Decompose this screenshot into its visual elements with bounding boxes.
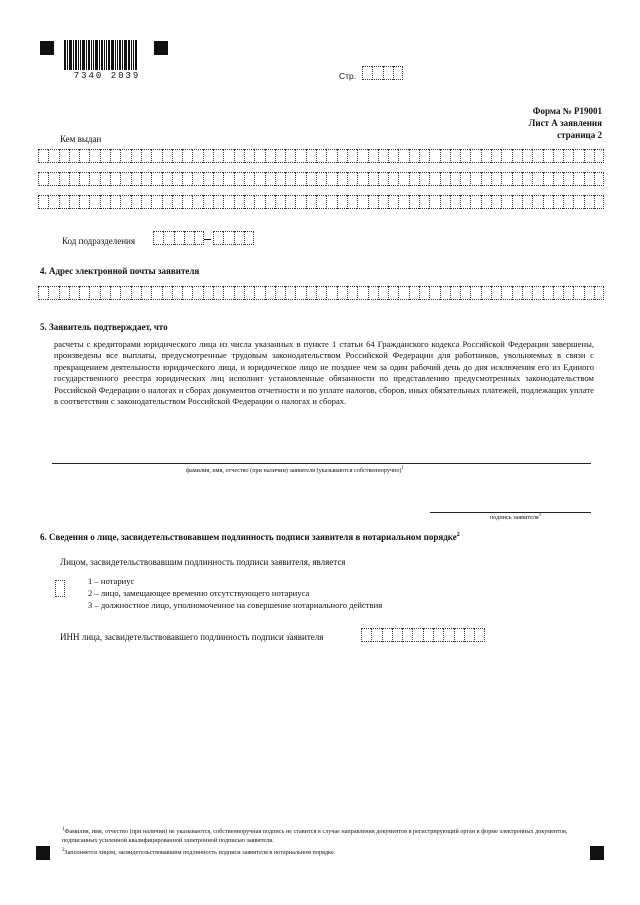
input-cell[interactable] [223, 195, 233, 209]
input-cell[interactable] [59, 149, 69, 163]
input-cell[interactable] [522, 149, 532, 163]
input-cell[interactable] [512, 172, 522, 186]
input-cell[interactable] [79, 149, 89, 163]
input-cell[interactable] [573, 195, 583, 209]
input-cell[interactable] [110, 195, 120, 209]
input-cell[interactable] [337, 195, 347, 209]
input-cell[interactable] [440, 286, 450, 300]
input-cell[interactable] [553, 286, 563, 300]
notary-option-1: 1 – нотариус [88, 576, 135, 586]
input-cell[interactable] [234, 172, 244, 186]
input-cell[interactable] [192, 195, 202, 209]
input-cell[interactable] [295, 149, 305, 163]
input-cell[interactable] [419, 286, 429, 300]
input-cell[interactable] [285, 149, 295, 163]
subdivision-code-part2[interactable] [213, 231, 254, 245]
input-cell[interactable] [474, 628, 484, 642]
notary-option-2: 2 – лицо, замещающее временно отсутствующего нотариуса [88, 588, 310, 598]
footnote-2-marker: 2 [62, 848, 65, 853]
section-4-title: 4. Адрес электронной почты заявителя [40, 266, 200, 276]
section-6-title-text: 6. Сведения о лице, засвидетельствовавшем подлинность подписи заявителя в нотариальном порядке [40, 532, 457, 542]
input-cell[interactable] [285, 286, 295, 300]
input-cell[interactable] [100, 172, 110, 186]
input-cell[interactable] [481, 172, 491, 186]
input-cell[interactable] [162, 195, 172, 209]
sheet-title: Лист А заявления [528, 118, 602, 128]
input-cell[interactable] [131, 149, 141, 163]
input-cell[interactable] [337, 149, 347, 163]
input-cell[interactable] [398, 172, 408, 186]
corner-marker-top-right [154, 41, 168, 55]
input-cell[interactable] [141, 149, 151, 163]
input-cell[interactable] [357, 149, 367, 163]
input-cell[interactable] [192, 149, 202, 163]
fio-caption-text: фамилия, имя, отчество (при наличии) заявителя (указываются собственноручно) [186, 467, 402, 475]
input-cell[interactable] [543, 149, 553, 163]
input-cell[interactable] [38, 286, 48, 300]
input-cell[interactable] [584, 149, 594, 163]
input-cell[interactable] [491, 195, 501, 209]
input-cell[interactable] [275, 195, 285, 209]
input-cell[interactable] [460, 286, 470, 300]
input-cell[interactable] [382, 628, 392, 642]
input-cell[interactable] [295, 172, 305, 186]
input-cell[interactable] [172, 149, 182, 163]
input-cell[interactable] [100, 149, 110, 163]
input-cell[interactable] [388, 149, 398, 163]
email-cells[interactable] [38, 286, 604, 300]
input-cell[interactable] [162, 286, 172, 300]
input-cell[interactable] [584, 172, 594, 186]
input-cell[interactable] [120, 286, 130, 300]
input-cell[interactable] [388, 286, 398, 300]
input-cell[interactable] [213, 149, 223, 163]
input-cell[interactable] [131, 286, 141, 300]
input-cell[interactable] [409, 172, 419, 186]
input-cell[interactable] [440, 172, 450, 186]
fio-caption-sup: 1 [401, 466, 404, 471]
input-cell[interactable] [254, 149, 264, 163]
input-cell[interactable] [275, 172, 285, 186]
input-cell[interactable] [79, 286, 89, 300]
input-cell[interactable] [371, 628, 381, 642]
input-cell[interactable] [357, 195, 367, 209]
input-cell[interactable] [59, 286, 69, 300]
input-cell[interactable] [316, 286, 326, 300]
input-cell[interactable] [409, 149, 419, 163]
input-cell[interactable] [48, 172, 58, 186]
input-cell[interactable] [491, 172, 501, 186]
input-cell[interactable] [337, 172, 347, 186]
input-cell[interactable] [110, 286, 120, 300]
input-cell[interactable] [481, 149, 491, 163]
input-cell[interactable] [285, 195, 295, 209]
issued-by-row-3[interactable] [38, 195, 604, 209]
input-cell[interactable] [563, 195, 573, 209]
input-cell[interactable] [532, 172, 542, 186]
input-cell[interactable] [316, 172, 326, 186]
input-cell[interactable] [244, 172, 254, 186]
input-cell[interactable] [89, 286, 99, 300]
input-cell[interactable] [141, 172, 151, 186]
input-cell[interactable] [481, 286, 491, 300]
corner-marker-top-left [40, 41, 54, 55]
signature-caption-text: подпись заявителя [490, 514, 539, 522]
input-cell[interactable] [69, 286, 79, 300]
input-cell[interactable] [254, 195, 264, 209]
input-cell[interactable] [182, 286, 192, 300]
issued-by-label: Кем выдан [60, 134, 102, 144]
barcode-image [64, 40, 150, 70]
section-5-title: 5. Заявитель подтверждает, что [40, 322, 168, 332]
input-cell[interactable] [429, 172, 439, 186]
input-cell[interactable] [501, 149, 511, 163]
notary-intro: Лицом, засвидетельствовавшим подлинность подписи заявителя, является [60, 557, 346, 567]
input-cell[interactable] [347, 149, 357, 163]
input-cell[interactable] [460, 172, 470, 186]
input-cell[interactable] [423, 628, 433, 642]
page-number-cells[interactable] [362, 66, 403, 80]
input-cell[interactable] [110, 172, 120, 186]
input-cell[interactable] [100, 286, 110, 300]
footnote-1 [62, 826, 582, 845]
input-cell[interactable] [182, 195, 192, 209]
input-cell[interactable] [265, 149, 275, 163]
input-cell[interactable] [48, 286, 58, 300]
input-cell[interactable] [254, 286, 264, 300]
input-cell[interactable] [337, 286, 347, 300]
input-cell[interactable] [69, 172, 79, 186]
input-cell[interactable] [48, 195, 58, 209]
input-cell[interactable] [203, 172, 213, 186]
fio-caption [186, 466, 404, 474]
input-cell[interactable] [357, 172, 367, 186]
input-cell[interactable] [347, 195, 357, 209]
input-cell[interactable] [378, 286, 388, 300]
input-cell[interactable] [347, 172, 357, 186]
input-cell[interactable] [48, 149, 58, 163]
input-cell[interactable] [429, 149, 439, 163]
input-cell[interactable] [172, 172, 182, 186]
input-cell[interactable] [563, 172, 573, 186]
input-cell[interactable] [450, 172, 460, 186]
input-cell[interactable] [192, 286, 202, 300]
input-cell[interactable] [594, 286, 604, 300]
subdivision-code-dash [204, 239, 211, 240]
input-cell[interactable] [501, 195, 511, 209]
input-cell[interactable] [398, 286, 408, 300]
input-cell[interactable] [38, 172, 48, 186]
notary-type-checkbox[interactable] [55, 580, 65, 597]
input-cell[interactable] [306, 286, 316, 300]
input-cell[interactable] [357, 286, 367, 300]
input-cell[interactable] [172, 195, 182, 209]
input-cell[interactable] [491, 286, 501, 300]
input-cell[interactable] [151, 149, 161, 163]
input-cell[interactable] [203, 286, 213, 300]
input-cell[interactable] [234, 195, 244, 209]
input-cell[interactable] [89, 172, 99, 186]
input-cell[interactable] [172, 286, 182, 300]
input-cell[interactable] [316, 195, 326, 209]
input-cell[interactable] [265, 195, 275, 209]
input-cell[interactable] [543, 172, 553, 186]
input-cell[interactable] [234, 149, 244, 163]
issued-by-row-1[interactable] [38, 149, 604, 163]
input-cell[interactable] [553, 195, 563, 209]
input-cell[interactable] [419, 195, 429, 209]
input-cell[interactable] [532, 286, 542, 300]
input-cell[interactable] [368, 195, 378, 209]
input-cell[interactable] [151, 286, 161, 300]
input-cell[interactable] [470, 172, 480, 186]
input-cell[interactable] [512, 195, 522, 209]
input-cell[interactable] [326, 149, 336, 163]
input-cell[interactable] [100, 195, 110, 209]
input-cell[interactable] [388, 195, 398, 209]
input-cell[interactable] [573, 149, 583, 163]
input-cell[interactable] [522, 172, 532, 186]
input-cell[interactable] [223, 172, 233, 186]
input-cell[interactable] [254, 172, 264, 186]
footnote-1-text: Фамилия, имя, отчество (при наличии) не указываются, собственноручная подпись не ставится в случае направления документов в регистрирующий орган в форме электронных документов, подписанных усиленной квалифицированной электронной подписью заявителя. [62, 828, 568, 844]
input-cell[interactable] [409, 286, 419, 300]
input-cell[interactable] [584, 286, 594, 300]
input-cell[interactable] [563, 286, 573, 300]
input-cell[interactable] [412, 628, 422, 642]
input-cell[interactable] [213, 172, 223, 186]
input-cell[interactable] [512, 149, 522, 163]
input-cell[interactable] [69, 195, 79, 209]
input-cell[interactable] [378, 172, 388, 186]
input-cell[interactable] [141, 195, 151, 209]
barcode-number: 7340 2039 [73, 71, 141, 81]
input-cell[interactable] [440, 195, 450, 209]
input-cell[interactable] [151, 195, 161, 209]
input-cell[interactable] [295, 195, 305, 209]
input-cell[interactable] [265, 172, 275, 186]
input-cell[interactable] [460, 149, 470, 163]
input-cell[interactable] [162, 172, 172, 186]
input-cell[interactable] [532, 149, 542, 163]
input-cell[interactable] [594, 149, 604, 163]
input-cell[interactable] [532, 195, 542, 209]
input-cell[interactable] [89, 195, 99, 209]
issued-by-row-2[interactable] [38, 172, 604, 186]
input-cell[interactable] [594, 172, 604, 186]
input-cell[interactable] [378, 195, 388, 209]
input-cell[interactable] [275, 286, 285, 300]
footnote-2 [62, 847, 582, 858]
input-cell[interactable] [392, 628, 402, 642]
input-cell[interactable] [275, 149, 285, 163]
input-cell[interactable] [306, 172, 316, 186]
corner-marker-bottom-left [36, 846, 50, 860]
section-6-title-sup: 2 [456, 532, 460, 538]
input-cell[interactable] [429, 286, 439, 300]
input-cell[interactable] [361, 628, 371, 642]
input-cell[interactable] [295, 286, 305, 300]
input-cell[interactable] [594, 195, 604, 209]
signature-caption-sup: 1 [538, 513, 542, 518]
input-cell[interactable] [213, 286, 223, 300]
input-cell[interactable] [450, 149, 460, 163]
input-cell[interactable] [522, 286, 532, 300]
input-cell[interactable] [306, 149, 316, 163]
input-cell[interactable] [501, 172, 511, 186]
footnote-2-text: Заполняется лицом, засвидетельствовавшим подлинность подписи заявителя в нотариальном порядке. [64, 849, 336, 857]
input-cell[interactable] [265, 286, 275, 300]
input-cell[interactable] [203, 149, 213, 163]
input-cell[interactable] [378, 149, 388, 163]
input-cell[interactable] [326, 195, 336, 209]
input-cell[interactable] [79, 172, 89, 186]
input-cell[interactable] [419, 172, 429, 186]
input-cell[interactable] [79, 195, 89, 209]
notary-option-3: 3 – должностное лицо, уполномоченное на совершение нотариального действия [88, 600, 383, 610]
input-cell[interactable] [110, 149, 120, 163]
input-cell[interactable] [316, 149, 326, 163]
input-cell[interactable] [244, 286, 254, 300]
subdivision-code-part1[interactable] [153, 231, 204, 245]
input-cell[interactable] [131, 172, 141, 186]
input-cell[interactable] [388, 172, 398, 186]
input-cell[interactable] [223, 149, 233, 163]
section-6-title [40, 532, 460, 542]
input-cell[interactable] [573, 286, 583, 300]
input-cell[interactable] [501, 286, 511, 300]
input-cell[interactable] [89, 149, 99, 163]
input-cell[interactable] [347, 286, 357, 300]
input-cell[interactable] [203, 195, 213, 209]
input-cell[interactable] [563, 149, 573, 163]
input-cell[interactable] [512, 286, 522, 300]
input-cell[interactable] [223, 286, 233, 300]
inn-cells[interactable] [361, 628, 485, 642]
input-cell[interactable] [470, 286, 480, 300]
input-cell[interactable] [120, 149, 130, 163]
page-subtitle: страница 2 [557, 130, 602, 140]
input-cell[interactable] [326, 286, 336, 300]
input-cell[interactable] [38, 149, 48, 163]
input-cell[interactable] [234, 286, 244, 300]
input-cell[interactable] [481, 195, 491, 209]
input-cell[interactable] [402, 628, 412, 642]
corner-marker-bottom-right [590, 846, 604, 860]
input-cell[interactable] [59, 195, 69, 209]
input-cell[interactable] [409, 195, 419, 209]
input-cell[interactable] [398, 195, 408, 209]
input-cell[interactable] [368, 172, 378, 186]
form-title: Форма № Р19001 [532, 106, 602, 116]
input-cell[interactable] [120, 172, 130, 186]
inn-label: ИНН лица, засвидетельствовавшего подлинность подписи заявителя [60, 632, 324, 642]
input-cell[interactable] [69, 149, 79, 163]
input-cell[interactable] [470, 195, 480, 209]
input-cell[interactable] [368, 149, 378, 163]
input-cell[interactable] [491, 149, 501, 163]
input-cell[interactable] [553, 149, 563, 163]
section-5-text: расчеты с кредиторами юридического лица из числа указанных в пункте 1 статьи 64 Гражданского кодекса Российской Федерации завершены, произведены все выплаты, предусмотренные трудовым законодательством Российской Федерации для работников, увольняемых в связи с прекращением деятельности юридического лица, и юридическое лицо не позднее чем за один рабочий день до дня исключения его из Единого государственного реестра юридических лиц исполнит установленные обязанности по представлению предусмотренных законодательством Российской Федерации о налогах и сборах документов отчетности и по уплате налогов, сборов, иных обязательных платежей, подлежащих уплате в соответствии с законодательством Российской Федерации о налогах и сборах. [54, 339, 594, 407]
input-cell[interactable] [192, 172, 202, 186]
input-cell[interactable] [440, 149, 450, 163]
input-cell[interactable] [131, 195, 141, 209]
footnote-1-marker: 1 [62, 827, 65, 832]
input-cell[interactable] [553, 172, 563, 186]
input-cell[interactable] [38, 195, 48, 209]
input-cell[interactable] [162, 149, 172, 163]
input-cell[interactable] [326, 172, 336, 186]
input-cell[interactable] [450, 195, 460, 209]
input-cell[interactable] [454, 628, 464, 642]
input-cell[interactable] [285, 172, 295, 186]
page-label: Стр. [339, 71, 357, 81]
input-cell[interactable] [584, 195, 594, 209]
input-cell[interactable] [464, 628, 474, 642]
input-cell[interactable] [59, 172, 69, 186]
input-cell[interactable] [419, 149, 429, 163]
input-cell[interactable] [543, 195, 553, 209]
input-cell[interactable] [433, 628, 443, 642]
input-cell[interactable] [244, 195, 254, 209]
input-cell[interactable] [450, 286, 460, 300]
input-cell[interactable] [460, 195, 470, 209]
fio-signature-line [52, 463, 591, 464]
signature-caption [490, 513, 541, 521]
input-cell[interactable] [522, 195, 532, 209]
input-cell[interactable] [368, 286, 378, 300]
subdivision-code-label: Код подразделения [62, 236, 135, 246]
input-cell[interactable] [573, 172, 583, 186]
input-cell[interactable] [429, 195, 439, 209]
input-cell[interactable] [182, 149, 192, 163]
input-cell[interactable] [120, 195, 130, 209]
input-cell[interactable] [398, 149, 408, 163]
input-cell[interactable] [443, 628, 453, 642]
input-cell[interactable] [151, 172, 161, 186]
input-cell[interactable] [182, 172, 192, 186]
input-cell[interactable] [213, 195, 223, 209]
input-cell[interactable] [470, 149, 480, 163]
input-cell[interactable] [543, 286, 553, 300]
input-cell[interactable] [244, 149, 254, 163]
input-cell[interactable] [306, 195, 316, 209]
input-cell[interactable] [141, 286, 151, 300]
